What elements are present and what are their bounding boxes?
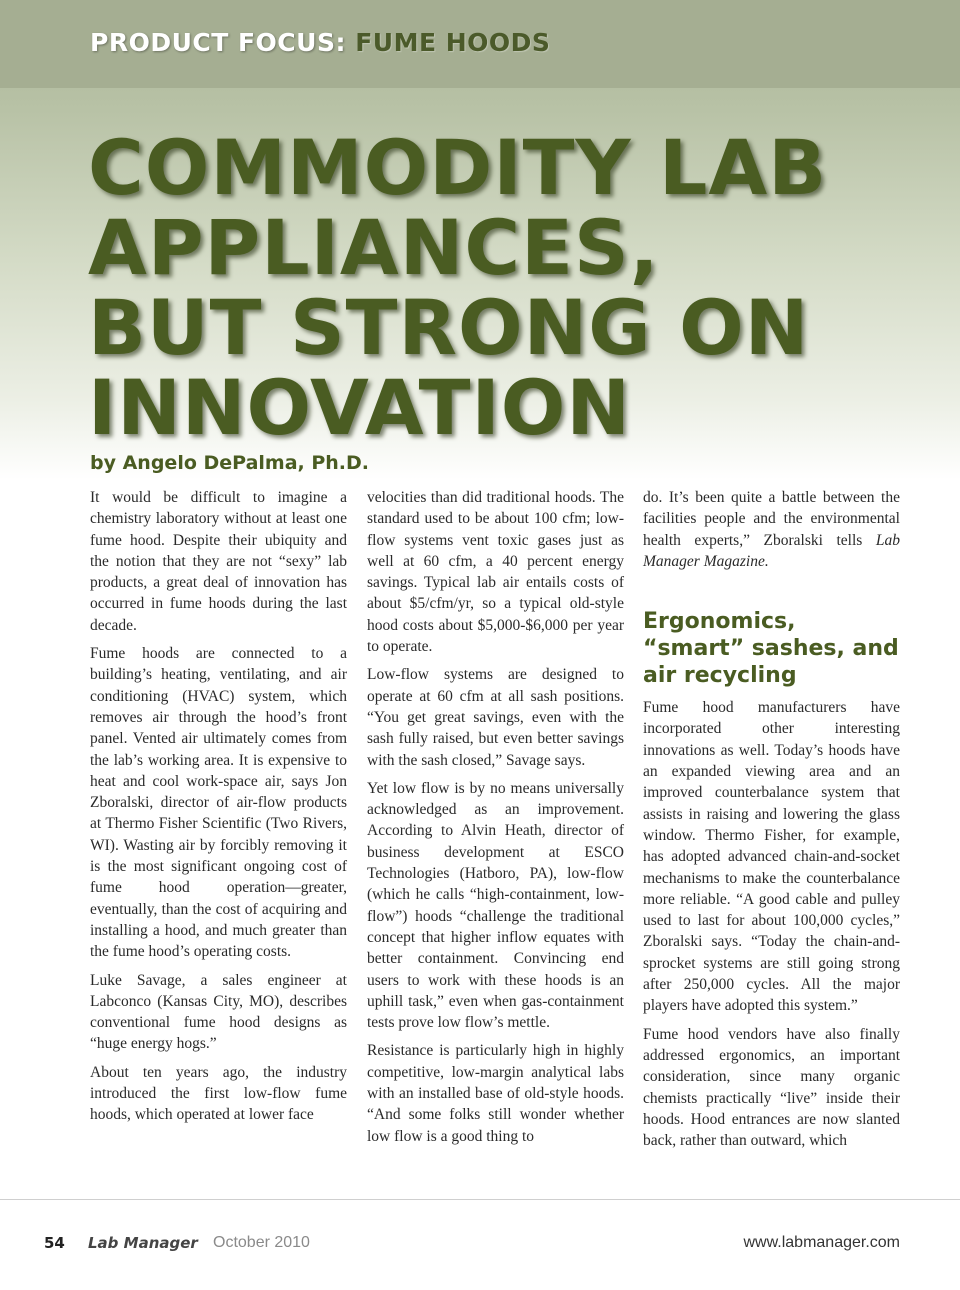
magazine-reference: Lab Manager Magazine. [643, 531, 900, 570]
section-prefix: PRODUCT FOCUS: [90, 28, 346, 57]
column-3 [643, 487, 900, 1158]
paragraph: velocities than did traditional hoods. The standard used to be about 100 cfm; low-flow systems vent toxic gases just as well at 60 cfm, a 40 percent energy savings. Typical lab air entails costs of about $5/cfm/yr, so a typical old-style hood costs about $5,000-$6,000 per year to operate. [367, 489, 624, 656]
magazine-name: Lab Manager [88, 1234, 198, 1252]
title-line-2: APPLIANCES, [88, 203, 660, 292]
paragraph: Low-flow systems are designed to operate at 60 cfm at all sash positions. “You get great savings, even with the sash fully raised, but even better savings with the sash closed,” Savage says. [367, 666, 624, 769]
paragraph [643, 487, 900, 572]
title-line-3: BUT STRONG ON [88, 283, 810, 372]
intro-text: do. It’s been quite a battle between the facilities people and the environmental health experts,” Zboralski tells [643, 489, 900, 549]
issue-date: October 2010 [213, 1234, 310, 1251]
page-number: 54 [44, 1234, 65, 1252]
section-topic: FUME HOODS [355, 28, 551, 57]
byline: by Angelo DePalma, Ph.D. [90, 452, 370, 474]
article-title [88, 123, 928, 452]
paragraph: Resistance is particularly high in highly competitive, low-margin analytical labs with an installed base of old-style hoods. “And some folks still wonder whether low flow is a good thing to [367, 1042, 624, 1145]
website-url: www.labmanager.com [743, 1234, 900, 1251]
paragraph: It would be difficult to imagine a chemistry laboratory without at least one fume hood. Despite their ubiquity and the notion that they are not “sexy” lab products, a great deal of innovation has occurred in fume hoods during the last decade. [90, 489, 347, 634]
footer-divider [0, 1199, 960, 1200]
title-line-4: INNOVATION [88, 363, 631, 452]
column-2 [367, 487, 624, 1154]
paragraph: Fume hood vendors have also finally addressed ergonomics, an important consideration, since many organic chemists practically “live” inside their hoods. Hood entrances are now slanted back, rather than outward, which [643, 1025, 900, 1150]
paragraph: Luke Savage, a sales engineer at Labconco (Kansas City, MO), describes conventional fume hood designs as “huge energy hogs.” [90, 971, 347, 1053]
paragraph: About ten years ago, the industry introduced the first low-flow fume hoods, which operated at lower face [90, 1063, 347, 1124]
paragraph: Fume hood manufacturers have incorporated other interesting innovations as well. Today’s hoods have an expanded viewing area and an improved counterbalance system that assists in raising and lowering the glass window. Thermo Fisher, for example, has adopted advanced chain-and-socket mechanisms to make the counterbalance more reliable. “A good cable and pulley used to last for about 100,000 cycles,” Zboralski says. “Today the chain-and-sprocket systems are still going strong after 250,000 cycles. All the major players have adopted this system.” [643, 699, 900, 1015]
paragraph: Fume hoods are connected to a building’s heating, ventilating, and air conditioning (HVAC) system, which removes air through the hood’s front panel. Vented air ultimately comes from the lab’s working area. It is expensive to heat and cool work-space air, says Jon Zboralski, director of air-flow products at Thermo Fisher Scientific (Two Rivers, WI). Wasting air by forcibly removing it is the most significant ongoing cost of fume hood operation—greater, eventually, than the cost of acquiring and installing a hood, and much greater than the fume hood’s operating costs. [90, 645, 347, 961]
column-1 [90, 487, 347, 1133]
subhead: Ergonomics, “smart” sashes, and air recycling [643, 609, 899, 689]
section-label [90, 28, 550, 57]
title-line-1: COMMODITY LAB [88, 123, 828, 212]
paragraph: Yet low flow is by no means universally acknowledged as an improvement. According to Alvin Heath, director of business development at ESCO Technologies (Hatboro, PA), low-flow (which he calls “high-containment, low-flow”) hoods “challenge the traditional concept that higher inflow equates with better containment. Convincing end users to work with these hoods is an uphill task,” even when gas-containment tests prove low flow’s mettle. [367, 779, 624, 1032]
